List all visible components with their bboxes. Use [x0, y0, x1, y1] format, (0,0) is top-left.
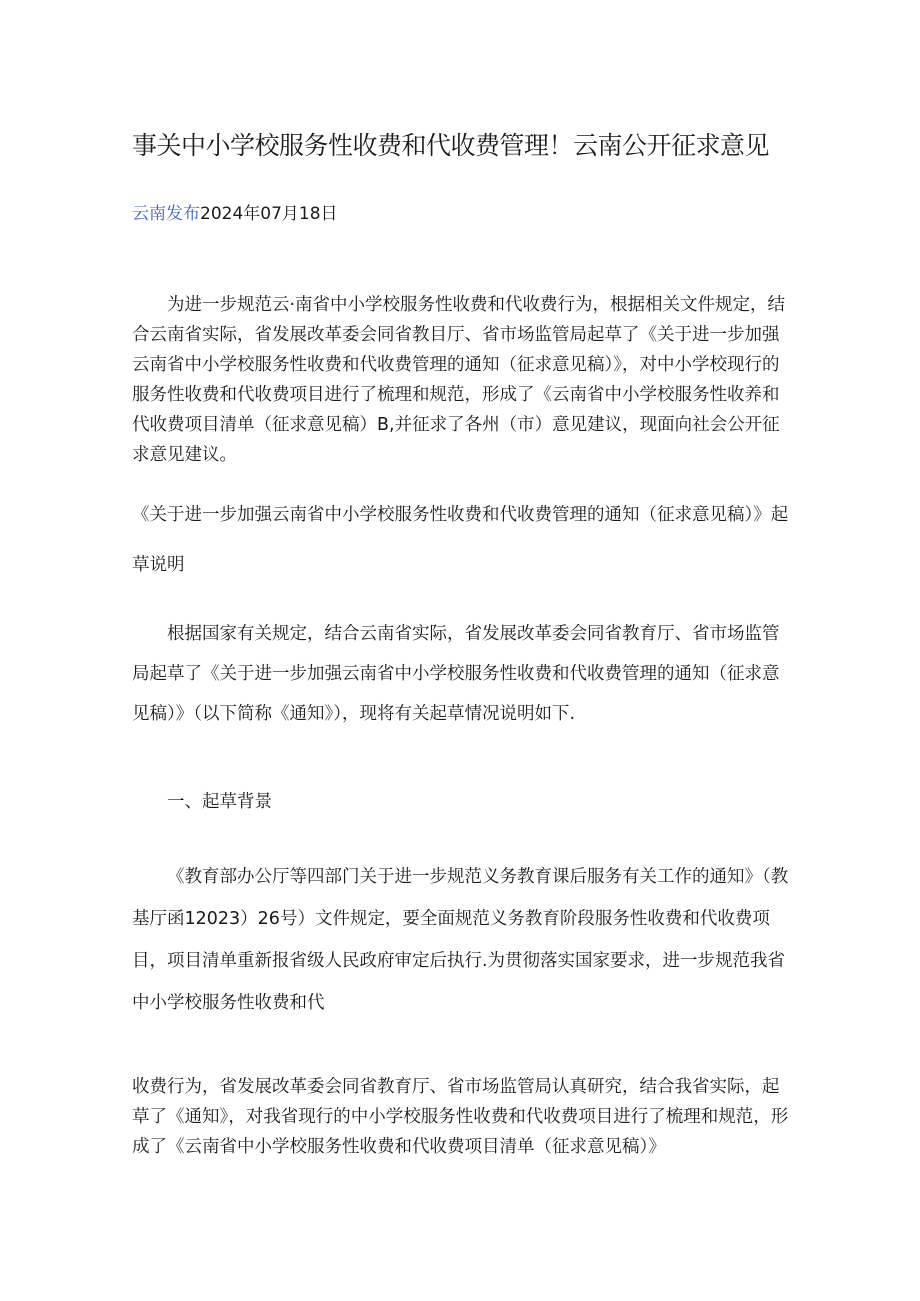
- article-title: 事关中小学校服务性收费和代收费管理！云南公开征求意见: [132, 131, 770, 160]
- intro-paragraph: 为进一步规范云·南省中小学校服务性收费和代收费行为，根据相关文件规定，结合云南省实际，省发展改革委会同省教目厅、省市场监管局起草了《关于进一步加强云南省中小学校服务性收费和代收费管理的通知（征求意见稿）》，对中小学校现行的服务性收费和代收费项目进行了梳理和规范，形成了《云南省中小学校服务性收养和代收费项目清单（征求意见稿）B,并征求了各州（市）意见建议，现面向社会公开征求意见建议。: [132, 295, 786, 465]
- article-meta: [132, 201, 338, 227]
- explanation-paragraph: 根据国家有关规定，结合云南省实际，省发展改革委会同省教育厅、省市场监管局起草了《关于进一步加强云南省中小学校服务性收费和代收费管理的通知（征求意见稿）》（以下简称《通知》），现将有关起草情况说明如下.: [132, 624, 780, 724]
- article-date: 2024年07月18日: [200, 204, 338, 224]
- section-one-heading: 一、起草背景: [167, 792, 272, 812]
- article-source-link[interactable]: 云南发布: [132, 204, 200, 224]
- section-one-paragraph-2: 收费行为，省发展改革委会同省教育厅、省市场监管局认真研究，结合我省实际，起草了《通知》，对我省现行的中小学校服务性收费和代收费项目进行了梳理和规范，形成了《云南省中小学校服务性收费和代收费项目清单（征求意见稿）》: [132, 1077, 789, 1157]
- section-one-paragraph-1: 《教育部办公厅等四部门关于进一步规范义务教育课后服务有关工作的通知》（教基厅函12023）26号）文件规定，要全面规范义务教育阶段服务性收费和代收费项目，项目清单重新报省级人民政府审定后执行.为贯彻落实国家要求，进一步规范我省中小学校服务性收费和代: [132, 867, 789, 1013]
- explanation-heading: 《关于进一步加强云南省中小学校服务性收费和代收费管理的通知（征求意见稿）》起草说明: [132, 505, 789, 575]
